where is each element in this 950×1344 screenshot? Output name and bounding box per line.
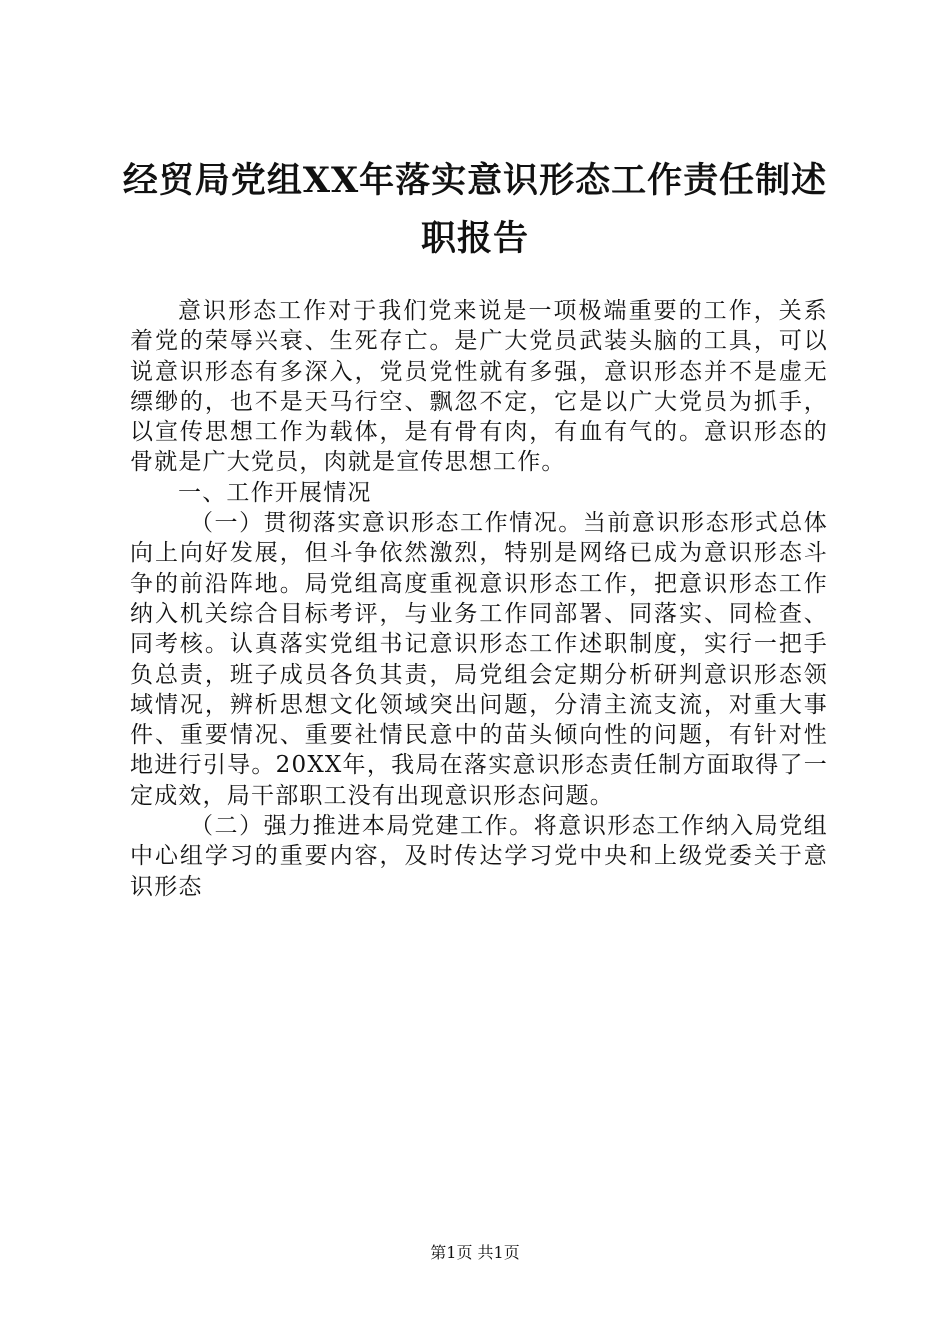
document-title-line-1: 经贸局党组XX年落实意识形态工作责任制述 <box>122 160 828 201</box>
page-footer: 第1页 共1页 <box>430 1243 520 1262</box>
paragraph-section-2: （二）强力推进本局党建工作。将意识形态工作纳入局党组中心组学习的重要内容，及时传达学习党中央和上级党委关于意识形态 <box>130 813 828 900</box>
paragraph-intro: 意识形态工作对于我们党来说是一项极端重要的工作，关系着党的荣辱兴衰、生死存亡。是广大党员武装头脑的工具，可以说意识形态有多深入，党员党性就有多强，意识形态并不是虚无缥缈的，也不是天马行空、飘忽不定，它是以广大党员为抓手，以宣传思想工作为载体，是有骨有肉，有血有气的。意识形态的骨就是广大党员，肉就是宣传思想工作。 <box>130 298 828 476</box>
section-heading-work-progress: 一、工作开展情况 <box>178 479 372 506</box>
document-title-line-2: 职报告 <box>420 218 529 259</box>
paragraph-section-1: （一）贯彻落实意识形态工作情况。当前意识形态形式总体向上向好发展，但斗争依然激烈，特别是网络已成为意识形态斗争的前沿阵地。局党组高度重视意识形态工作，把意识形态工作纳入机关综合目标考评，与业务工作同部署、同落实、同检查、同考核。认真落实党组书记意识形态工作述职制度，实行一把手负总责，班子成员各负其责，局党组会定期分析研判意识形态领域情况，辨析思想文化领域突出问题，分清主流支流，对重大事件、重要情况、重要社情民意中的苗头倾向性的问题，有针对性地进行引导。20XX年，我局在落实意识形态责任制方面取得了一定成效，局干部职工没有出现意识形态问题。 <box>130 510 828 809</box>
document-body <box>130 296 828 902</box>
